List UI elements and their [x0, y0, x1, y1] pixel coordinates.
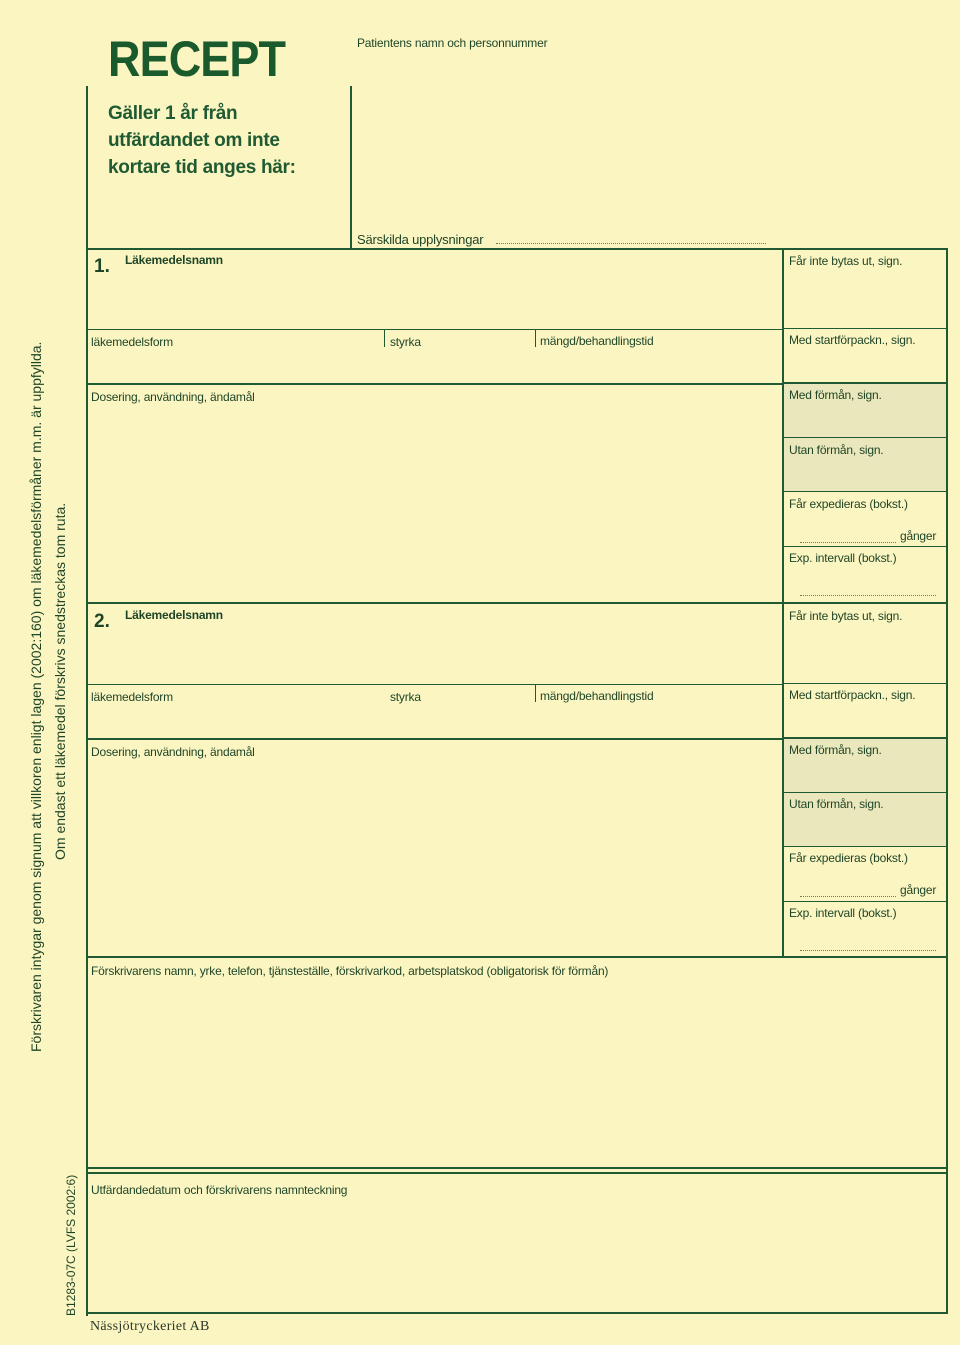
item1-times-suffix: gånger — [900, 529, 937, 543]
signature-field[interactable] — [90, 1203, 942, 1307]
item2-side-line-4 — [782, 846, 946, 847]
form-title: RECEPT — [108, 31, 286, 87]
item1-strength-label: styrka — [390, 335, 421, 349]
special-info-line[interactable] — [496, 243, 766, 244]
item2-without-benefit-label: Utan förmån, sign. — [789, 797, 884, 811]
left-border — [86, 86, 88, 1316]
item1-drug-name-field[interactable] — [120, 272, 775, 324]
item1-dosage-field[interactable] — [90, 408, 778, 598]
item2-dosage-field[interactable] — [90, 763, 778, 953]
item1-starter-pack-label: Med startförpackn., sign. — [789, 333, 916, 347]
validity-line-2: utfärdandet om inte — [108, 130, 280, 151]
prescriber-label: Förskrivarens namn, yrke, telefon, tjänsteställe, förskrivarkod, arbetsplatskod (obligatorisk för förmån) — [91, 964, 609, 978]
header-divider — [350, 86, 352, 250]
item2-dispense-interval-line[interactable] — [800, 950, 936, 951]
item2-times-suffix: gånger — [900, 883, 937, 897]
validity-line-3: kortare tid anges här: — [108, 157, 296, 178]
item1-dosage-divider — [88, 383, 782, 385]
prescriber-field[interactable] — [90, 984, 942, 1162]
validity-line-1: Gäller 1 år från — [108, 103, 238, 124]
item2-quantity-label: mängd/behandlingstid — [540, 689, 654, 703]
item1-strength-tick — [384, 329, 385, 347]
prescriber-top-border — [86, 956, 948, 958]
item1-with-benefit-label: Med förmån, sign. — [789, 388, 882, 402]
item1-dispense-interval-label: Exp. intervall (bokst.) — [789, 551, 897, 565]
item2-side-line-2 — [782, 737, 946, 739]
item1-dispense-times-label: Får expedieras (bokst.) — [789, 497, 908, 511]
item2-dispense-times-label: Får expedieras (bokst.) — [789, 851, 908, 865]
item2-dispense-interval-label: Exp. intervall (bokst.) — [789, 906, 897, 920]
item2-side-line-1 — [782, 683, 946, 684]
item2-strength-label: styrka — [390, 690, 421, 704]
item1-form-label: läkemedelsform — [91, 335, 173, 349]
item2-form-label: läkemedelsform — [91, 690, 173, 704]
item1-without-benefit-label: Utan förmån, sign. — [789, 443, 884, 457]
item2-name-divider — [88, 684, 782, 685]
printer-imprint: Nässjötryckeriet AB — [90, 1319, 210, 1334]
item2-side-line-5 — [782, 901, 946, 902]
item1-quantity-label: mängd/behandlingstid — [540, 334, 654, 348]
item1-dispense-times-line[interactable] — [800, 542, 896, 543]
item2-starter-pack-label: Med startförpackn., sign. — [789, 688, 916, 702]
patient-label: Patientens namn och personnummer — [357, 36, 548, 50]
item1-drug-name-label: Läkemedelsnamn — [125, 253, 223, 267]
item2-number: 2. — [94, 611, 110, 632]
item1-name-divider — [88, 329, 782, 330]
item1-dosage-label: Dosering, användning, ändamål — [91, 390, 255, 404]
item1-number: 1. — [94, 256, 110, 277]
item2-side-line-3 — [782, 792, 946, 793]
patient-field[interactable] — [356, 56, 944, 226]
item1-side-line-5 — [782, 546, 946, 547]
item1-side-line-4 — [782, 491, 946, 492]
signature-label: Utfärdandedatum och förskrivarens namnteckning — [91, 1183, 348, 1197]
item2-top-border — [86, 602, 948, 604]
item2-drug-name-label: Läkemedelsnamn — [125, 608, 223, 622]
item1-side-line-2 — [782, 382, 946, 384]
signature-top-border-2 — [86, 1172, 948, 1174]
special-info-label: Särskilda upplysningar — [357, 232, 484, 247]
validity-note — [108, 100, 344, 181]
item1-quantity-tick — [535, 329, 536, 347]
item2-dosage-divider — [88, 738, 782, 740]
item2-dispense-times-line[interactable] — [800, 896, 896, 897]
item1-dispense-interval-line[interactable] — [800, 595, 936, 596]
signature-top-border-1 — [86, 1167, 948, 1169]
form-code: B1283-07C (LVFS 2002:6) — [64, 1174, 78, 1316]
prescriber-attestation-text: Förskrivaren intygar genom signum att villkoren enligt lagen (2002:160) om läkemedelsförmåner m.m. är uppfyllda. — [28, 341, 44, 1052]
bottom-border — [86, 1312, 948, 1314]
item1-no-substitution-label: Får inte bytas ut, sign. — [789, 254, 903, 268]
item1-side-line-3 — [782, 437, 946, 438]
item2-dosage-label: Dosering, användning, ändamål — [91, 745, 255, 759]
right-border — [946, 248, 948, 1314]
item2-quantity-tick — [535, 684, 536, 702]
item2-no-substitution-label: Får inte bytas ut, sign. — [789, 609, 903, 623]
item2-drug-name-field[interactable] — [120, 627, 775, 679]
single-drug-note: Om endast ett läkemedel förskrivs snedstreckas tom ruta. — [52, 502, 68, 860]
item1-top-border — [86, 248, 948, 250]
item1-side-line-1 — [782, 328, 946, 329]
item2-with-benefit-label: Med förmån, sign. — [789, 743, 882, 757]
